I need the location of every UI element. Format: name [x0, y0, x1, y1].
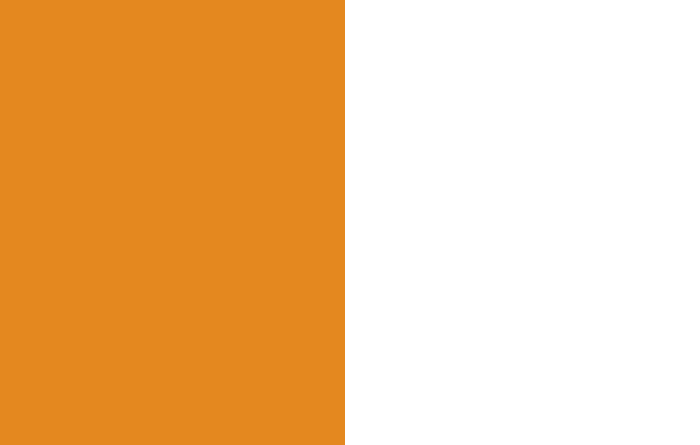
left-orange-page: [0, 0, 345, 445]
right-content-page: [345, 0, 700, 445]
